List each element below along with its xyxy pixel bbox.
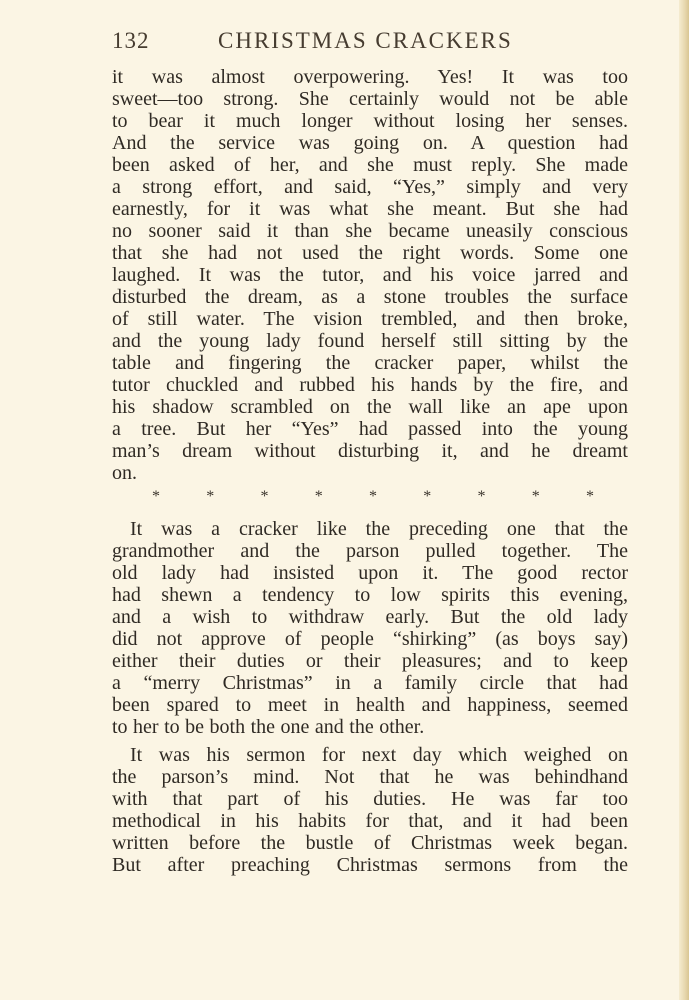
text-line: tutor chuckled and rubbed his hands by the fire, and — [112, 374, 628, 396]
text-line: sweet—too strong. She certainly would not be able — [112, 88, 628, 110]
text-line: And the service was going on. A question had — [112, 132, 628, 154]
text-line: his shadow scrambled on the wall like an ape upon — [112, 396, 628, 418]
body-text — [112, 66, 628, 876]
page-edge — [679, 0, 689, 1000]
text-line: earnestly, for it was what she meant. But she had — [112, 198, 628, 220]
text-line: written before the bustle of Christmas week began. — [112, 832, 628, 854]
text-line: a strong effort, and said, “Yes,” simply and very — [112, 176, 628, 198]
separator-star: * — [206, 488, 215, 505]
separator-star: * — [152, 488, 160, 505]
text-line: been spared to meet in health and happiness, seemed — [112, 694, 628, 716]
text-line: did not approve of people “shirking” (as boys say) — [112, 628, 628, 650]
paragraph — [112, 518, 628, 738]
page-number: 132 — [112, 28, 150, 53]
separator-star: * — [314, 488, 323, 505]
text-line: that she had not used the right words. Some one — [112, 242, 628, 264]
paragraph — [112, 744, 628, 876]
separator-star: * — [369, 488, 377, 505]
separator-star: * — [586, 488, 594, 505]
text-line: and a wish to withdraw early. But the old lady — [112, 606, 628, 628]
text-line: old lady had insisted upon it. The good rector — [112, 562, 628, 584]
text-line: on. — [112, 462, 137, 484]
text-line: laughed. It was the tutor, and his voice jarred and — [112, 264, 628, 286]
text-line: and the young lady found herself still sitting by the — [112, 330, 628, 352]
text-line: to her to be both the one and the other. — [112, 716, 425, 738]
separator-star: * — [423, 488, 432, 505]
text-line: with that part of his duties. He was far too — [112, 788, 628, 810]
text-line: But after preaching Christmas sermons from the — [112, 854, 628, 876]
text-line: it was almost overpowering. Yes! It was too — [112, 66, 628, 88]
separator-star: * — [531, 488, 540, 505]
text-line: the parson’s mind. Not that he was behindhand — [112, 766, 628, 788]
text-line: a “merry Christmas” in a family circle that had — [112, 672, 628, 694]
page-header — [112, 28, 632, 58]
separator-star: * — [477, 488, 486, 505]
text-line: man’s dream without disturbing it, and he dreamt — [112, 440, 628, 462]
text-line: table and fingering the cracker paper, whilst the — [112, 352, 628, 374]
text-line: no sooner said it than she became uneasily conscious — [112, 220, 628, 242]
text-line: of still water. The vision trembled, and then broke, — [112, 308, 628, 330]
section-separator — [112, 486, 628, 508]
text-line: a tree. But her “Yes” had passed into the young — [112, 418, 628, 440]
text-line: grandmother and the parson pulled together. The — [112, 540, 628, 562]
text-line: to bear it much longer without losing her senses. — [112, 110, 628, 132]
running-head: CHRISTMAS CRACKERS — [218, 28, 513, 53]
text-line: methodical in his habits for that, and it had been — [112, 810, 628, 832]
text-line: either their duties or their pleasures; and to keep — [112, 650, 628, 672]
text-line: disturbed the dream, as a stone troubles the surface — [112, 286, 628, 308]
separator-star: * — [260, 488, 269, 505]
text-line: had shewn a tendency to low spirits this evening, — [112, 584, 628, 606]
text-line: It was a cracker like the preceding one that the — [130, 518, 628, 540]
paragraph — [112, 66, 628, 484]
text-line: been asked of her, and she must reply. She made — [112, 154, 628, 176]
text-line: It was his sermon for next day which weighed on — [130, 744, 628, 766]
